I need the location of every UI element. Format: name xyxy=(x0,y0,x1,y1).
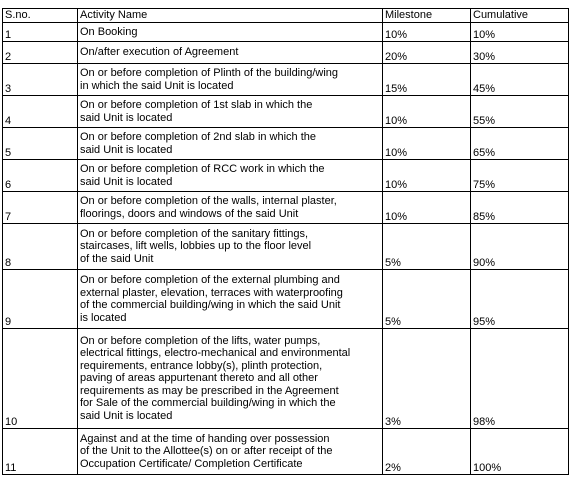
row-activity: On or before completion of Plinth of the building/wing in which the said Unit is located xyxy=(78,64,383,96)
row-milestone: 5% xyxy=(383,270,471,329)
row-cumulative: 55% xyxy=(471,96,569,128)
row-milestone: 2% xyxy=(383,429,471,475)
row-cumulative: 10% xyxy=(471,23,569,42)
row-sno: 10 xyxy=(3,329,78,429)
row-sno: 9 xyxy=(3,270,78,329)
row-activity: On or before completion of the external plumbing and external plaster, elevation, terraces with waterproofing of the commercial building/wing in which the said Unit is located xyxy=(78,270,383,329)
row-activity: On or before completion of the lifts, water pumps, electrical fittings, electro-mechanical and environmental requirements, entrance lobby(s), plinth protection, paving of areas appurtenant thereto and all other requirements as may be prescribed in the Agreement for Sale of the commercial building/wing in which the said Unit is located xyxy=(78,329,383,429)
row-milestone: 10% xyxy=(383,192,471,224)
row-milestone: 20% xyxy=(383,42,471,64)
row-sno: 5 xyxy=(3,128,78,160)
header-activity: Activity Name xyxy=(78,9,383,23)
row-sno: 1 xyxy=(3,23,78,42)
row-cumulative: 75% xyxy=(471,160,569,192)
table-row xyxy=(3,224,569,270)
row-sno: 6 xyxy=(3,160,78,192)
row-sno: 4 xyxy=(3,96,78,128)
row-sno: 11 xyxy=(3,429,78,475)
table-row xyxy=(3,270,569,329)
row-cumulative: 30% xyxy=(471,42,569,64)
table-header-row xyxy=(3,9,569,23)
row-activity: On or before completion of RCC work in which the said Unit is located xyxy=(78,160,383,192)
row-sno: 8 xyxy=(3,224,78,270)
table-row xyxy=(3,128,569,160)
row-activity: On or before completion of the sanitary fittings, staircases, lift wells, lobbies up to the floor level of the said Unit xyxy=(78,224,383,270)
row-activity: On or before completion of 1st slab in which the said Unit is located xyxy=(78,96,383,128)
row-sno: 7 xyxy=(3,192,78,224)
header-cumulative: Cumulative xyxy=(471,9,569,23)
row-cumulative: 45% xyxy=(471,64,569,96)
row-milestone: 3% xyxy=(383,329,471,429)
row-cumulative: 85% xyxy=(471,192,569,224)
table-row xyxy=(3,329,569,429)
row-cumulative: 95% xyxy=(471,270,569,329)
payment-schedule-table xyxy=(2,8,569,475)
header-sno: S.no. xyxy=(3,9,78,23)
row-activity: On Booking xyxy=(78,23,383,42)
row-cumulative: 65% xyxy=(471,128,569,160)
table-row xyxy=(3,160,569,192)
row-milestone: 10% xyxy=(383,96,471,128)
row-milestone: 15% xyxy=(383,64,471,96)
table-row xyxy=(3,429,569,475)
row-activity: On or before completion of 2nd slab in which the said Unit is located xyxy=(78,128,383,160)
row-sno: 3 xyxy=(3,64,78,96)
header-milestone: Milestone xyxy=(383,9,471,23)
row-sno: 2 xyxy=(3,42,78,64)
row-milestone: 10% xyxy=(383,128,471,160)
row-cumulative: 98% xyxy=(471,329,569,429)
row-activity: On or before completion of the walls, internal plaster, floorings, doors and windows of the said Unit xyxy=(78,192,383,224)
table-row xyxy=(3,96,569,128)
row-milestone: 10% xyxy=(383,160,471,192)
row-activity: Against and at the time of handing over possession of the Unit to the Allottee(s) on or after receipt of the Occupation Certificate/ Completion Certificate xyxy=(78,429,383,475)
row-milestone: 10% xyxy=(383,23,471,42)
table-row xyxy=(3,64,569,96)
row-activity: On/after execution of Agreement xyxy=(78,42,383,64)
row-cumulative: 90% xyxy=(471,224,569,270)
row-cumulative: 100% xyxy=(471,429,569,475)
table-row xyxy=(3,23,569,42)
table-row xyxy=(3,42,569,64)
table-row xyxy=(3,192,569,224)
row-milestone: 5% xyxy=(383,224,471,270)
